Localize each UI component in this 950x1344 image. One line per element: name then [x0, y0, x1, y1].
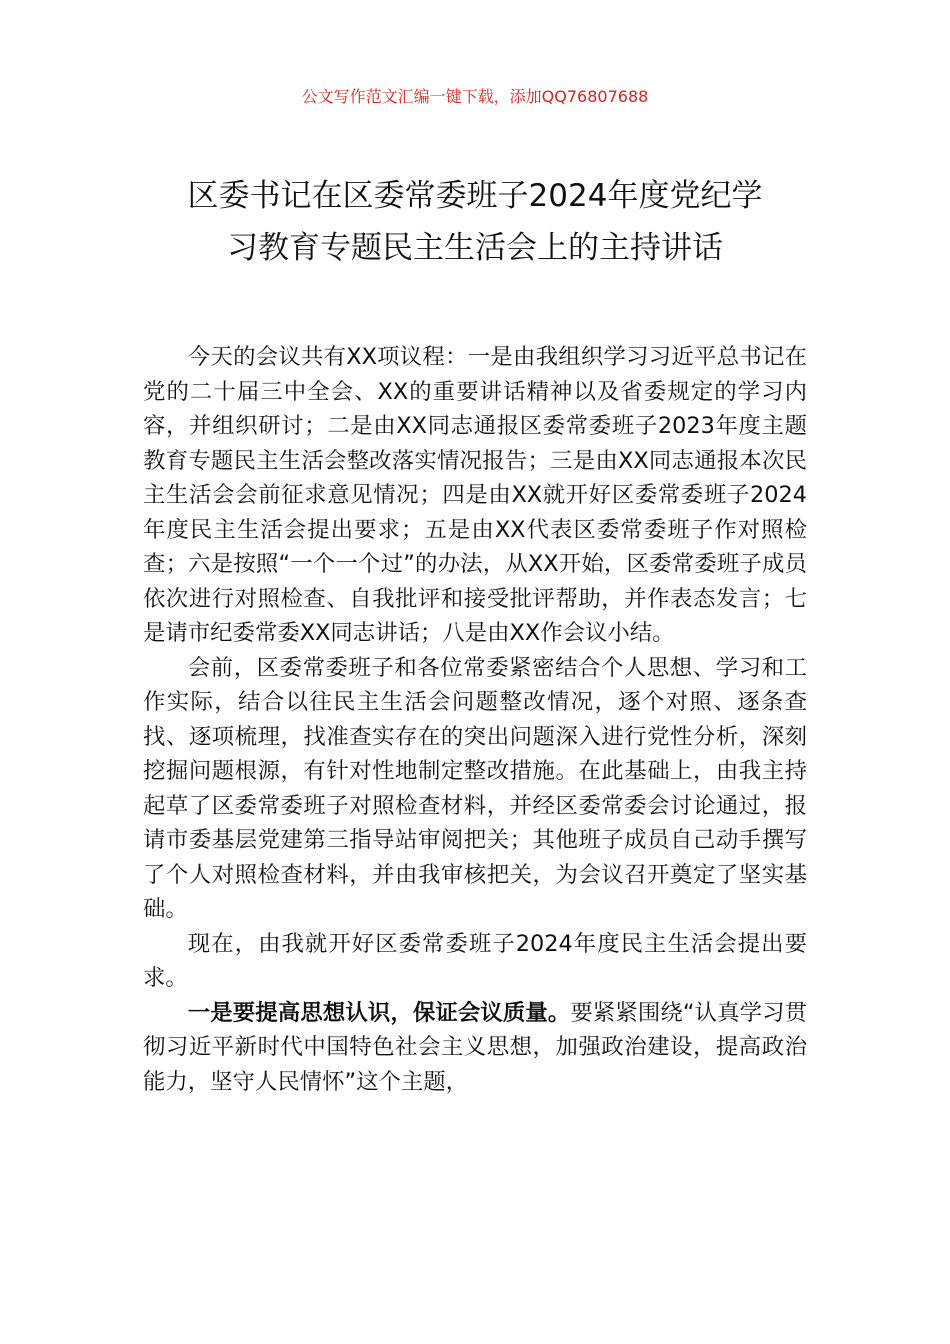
document-body: [143, 340, 807, 1099]
paragraph-requirements-intro: [143, 927, 807, 996]
paragraph-lead: 一是要提高思想认识，保证会议质量。: [187, 999, 571, 1026]
paragraph-text: 现在，由我就开好区委常委班子2024年度民主生活会提出要求。: [143, 930, 807, 991]
paragraph-text: 要紧紧围绕“认真学习贯彻习近平新时代中国特色社会主义思想，加强政治建设，提高政治能力，坚守人民情怀”这个主题，: [143, 999, 807, 1095]
title-line-1: 区委书记在区委常委班子2024年度党纪学: [187, 178, 763, 214]
promo-banner: 公文写作范文汇编一键下载，添加QQ76807688: [301, 87, 649, 106]
paragraph-text: 今天的会议共有XX项议程：一是由我组织学习习近平总书记在党的二十届三中全会、XX的重要讲话精神以及省委规定的学习内容，并组织研讨；二是由XX同志通报区委常委班子2023年度主题教育专题民主生活会整改落实情况报告；三是由XX同志通报本次民主生活会会前征求意见情况；四是由XX就开好区委常委班子2024年度民主生活会提出要求；五是由XX代表区委常委班子作对照检查；六是按照“一个一个过”的办法，从XX开始，区委常委班子成员依次进行对照检查、自我批评和接受批评帮助，并作表态发言；七是请市纪委常委XX同志讲话；八是由XX作会议小结。: [143, 344, 807, 646]
paragraph-text: 会前，区委常委班子和各位常委紧密结合个人思想、学习和工作实际，结合以往民主生活会问题整改情况，逐个对照、逐条查找、逐项梳理，找准查实存在的突出问题深入进行党性分析，深刻挖掘问题根源，有针对性地制定整改措施。在此基础上，由我主持起草了区委常委班子对照检查材料，并经区委常委会讨论通过，报请市委基层党建第三指导站审阅把关；其他班子成员自己动手撰写了个人对照检查材料，并由我审核把关，为会议召开奠定了坚实基础。: [143, 654, 807, 922]
title-line-2: 习教育专题民主生活会上的主持讲话: [227, 230, 723, 266]
document-title: [120, 170, 830, 274]
paragraph-requirement-1: [143, 996, 807, 1100]
paragraph-agenda: [143, 340, 807, 651]
paragraph-preparation: [143, 651, 807, 927]
